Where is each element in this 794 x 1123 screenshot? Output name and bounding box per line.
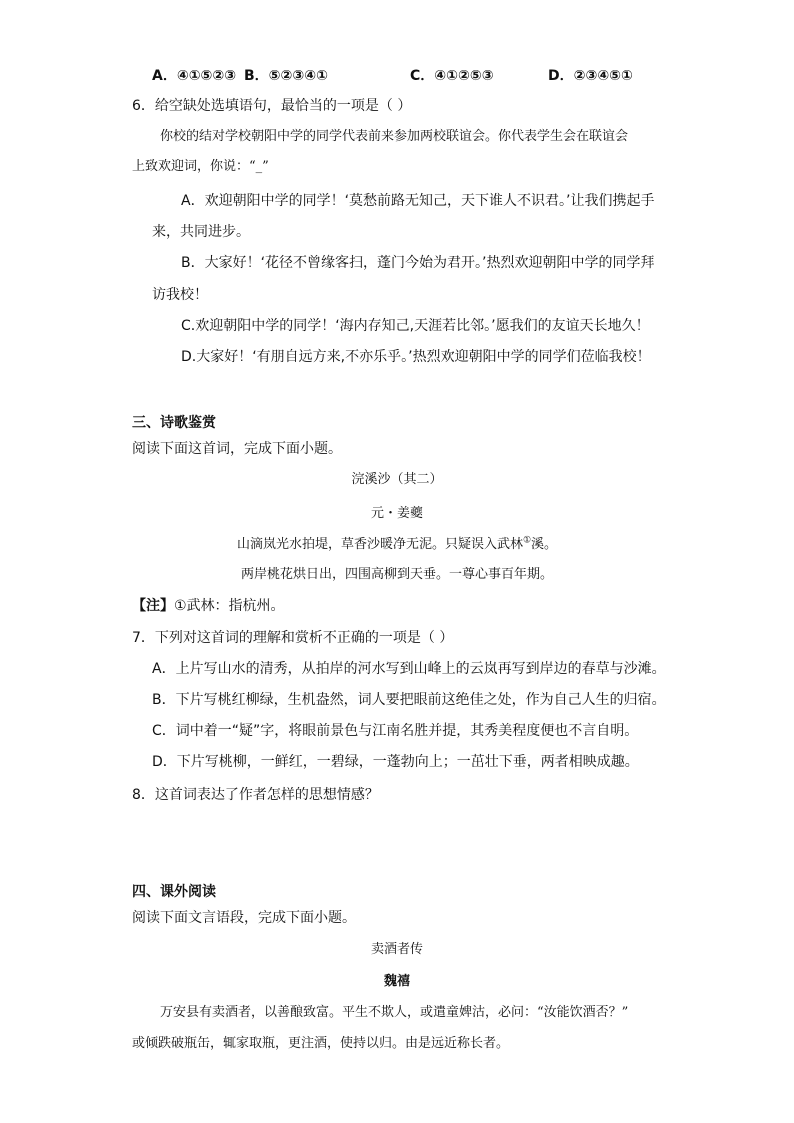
q5-option-b: B．⑤②③④① [244, 68, 328, 84]
poem-title: 浣溪沙（其二） [351, 472, 443, 487]
note-tag: 【注】 [132, 598, 174, 614]
section3-instruction: 阅读下面这首词，完成下面小题。 [132, 441, 342, 457]
q6-option-b-line2: 访我校！ [152, 287, 208, 303]
q6-stem: 6．给空缺处选填语句，最恰当的一项是（ ） [132, 98, 412, 114]
poem-line1-part2: 溪。 [531, 537, 558, 552]
q8-stem: 8．这首词表达了作者怎样的思想情感？ [132, 787, 379, 803]
q6-option-a-line2: 来，共同进步。 [152, 224, 250, 240]
q6-option-a-line1: A．欢迎朝阳中学的同学！‘莫愁前路无知己，天下谁人不识君。’让我们携起手 [181, 193, 655, 209]
classical-text-title: 卖酒者传 [370, 942, 423, 957]
q7-stem: 7．下列对这首词的理解和赏析不正确的一项是（ ） [132, 630, 454, 646]
classical-text-author: 魏禧 [383, 974, 410, 989]
q7-option-a: A．上片写山水的清秀，从拍岸的河水写到山峰上的云岚再写到岸边的春草与沙滩。 [152, 661, 666, 677]
q6-context-line1: 你校的结对学校朝阳中学的同学代表前来参加两校联谊会。你代表学生会在联谊会 [160, 129, 629, 144]
q6-option-d: D.大家好！‘有朋自远方来,不亦乐乎。’热烈欢迎朝阳中学的同学们莅临我校！ [181, 349, 651, 365]
poem-line1-part1: 山滴岚光水拍堤，草香沙暖净无泥。只疑误入武林 [236, 537, 523, 552]
section3-heading: 三、诗歌鉴赏 [132, 415, 216, 431]
classical-text-line2: 或倾跌破瓶缶，辄家取瓶，更注酒，使持以归。由是远近称长者。 [132, 1036, 510, 1051]
classical-text-line1: 万安县有卖酒者，以善酿致富。平生不欺人，或遣童婢沽，必问：“汝能饮酒否？” [160, 1005, 629, 1020]
poem-line2: 两岸桃花烘日出，四围高柳到天垂。一尊心事百年期。 [240, 567, 553, 582]
poem-author: 元・姜夔 [370, 506, 423, 521]
poem-footnote-marker: ① [522, 535, 532, 546]
section4-instruction: 阅读下面文言语段，完成下面小题。 [132, 910, 356, 926]
poem-note [132, 596, 285, 616]
q5-option-c: C．④①②⑤③ [410, 68, 494, 84]
q7-option-c: C．词中着一“疑”字，将眼前景色与江南名胜并提，其秀美程度便也不言自明。 [152, 723, 639, 739]
section4-heading: 四、课外阅读 [132, 884, 216, 900]
q5-option-d: D．②③④⑤① [548, 68, 633, 84]
q7-option-d: D．下片写桃柳，一鲜红，一碧绿，一蓬勃向上；一茁壮下垂，两者相映成趣。 [152, 754, 639, 770]
q5-option-a: A．④①⑤②③ [152, 68, 237, 84]
poem-line1 [0, 535, 794, 555]
note-text: ①武林：指杭州。 [174, 598, 285, 614]
q6-context-line2: 上致欢迎词，你说：“_” [132, 159, 269, 174]
q6-option-b-line1: B．大家好！‘花径不曾缘客扫，蓬门今始为君开。’热烈欢迎朝阳中学的同学拜 [181, 255, 655, 271]
q6-option-c: C.欢迎朝阳中学的同学！‘海内存知己,天涯若比邻。’愿我们的友谊天长地久！ [181, 318, 650, 334]
q7-option-b: B．下片写桃红柳绿，生机盎然，词人要把眼前这绝佳之处，作为自己人生的归宿。 [152, 692, 666, 708]
